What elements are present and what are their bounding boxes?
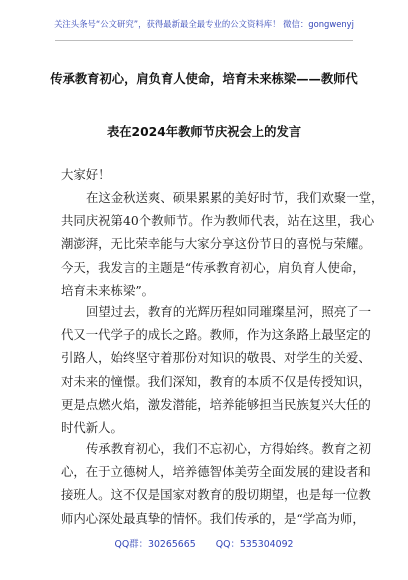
paragraph-line: 在这金秋送爽、硕果累累的美好时节，我们欢聚一堂， (86, 190, 384, 205)
paragraph-2 (61, 300, 371, 439)
paragraph-line: 代又一代学子的成长之路。教师，作为这条路上最坚定的 (61, 327, 371, 343)
paragraph-line: 心，在于立德树人，培养德智体美劳全面发展的建设者和 (61, 464, 371, 480)
paragraph-line: 培育未来栋梁”。 (61, 282, 155, 298)
paragraph-line: 引路人，始终坚守着那份对知识的敬畏、对学生的关爱、 (61, 350, 371, 366)
paragraph-line: 接班人。这不仅是国家对教育的殷切期望，也是每一位教 (61, 487, 371, 503)
paragraph-line: 回望过去，教育的光辉历程如同璀璨星河，照亮了一 (86, 304, 371, 319)
paragraph-line: 对未来的憧憬。我们深知，教育的本质不仅是传授知识， (61, 373, 371, 389)
footer-qq-group-link[interactable]: QQ群：30265665 (114, 539, 196, 550)
paragraph-line: 潮澎湃，无比荣幸能与大家分享这份节日的喜悦与荣耀。 (61, 236, 371, 252)
paragraph-line: 师内心深处最真挚的情怀。我们传承的，是“学高为师， (61, 510, 365, 526)
greeting-text: 大家好！ (61, 167, 111, 182)
paragraph-1 (61, 186, 384, 302)
paragraph-line: 传承教育初心，我们不忘初心，方得始终。教育之初 (86, 441, 371, 456)
paragraph-line: 今天，我发言的主题是“传承教育初心，肩负育人使命， (61, 259, 365, 275)
greeting (61, 163, 351, 186)
paragraph-3 (61, 437, 371, 530)
footer-qq-link[interactable]: QQ：535304092 (215, 539, 294, 550)
paragraph-line: 更是点燃火焰，激发潜能，培养能够担当民族复兴大任的 (61, 396, 371, 412)
paragraph-line: 共同庆祝第40个教师节。作为教师代表，站在这里，我心 (61, 213, 375, 229)
title-line-1: 传承教育初心，肩负育人使命，培育未来栋梁——教师代 (50, 72, 358, 86)
header-notice-link[interactable]: 关注头条号“公文研究”，获得最新最全最专业的公文资料库！ 微信：gongwenyj (54, 19, 354, 29)
footer-contact (0, 536, 408, 550)
paragraph-line: 时代新人。 (61, 420, 123, 436)
header-divider (55, 40, 353, 41)
title-line-2: 表在2024年教师节庆祝会上的发言 (106, 125, 302, 139)
